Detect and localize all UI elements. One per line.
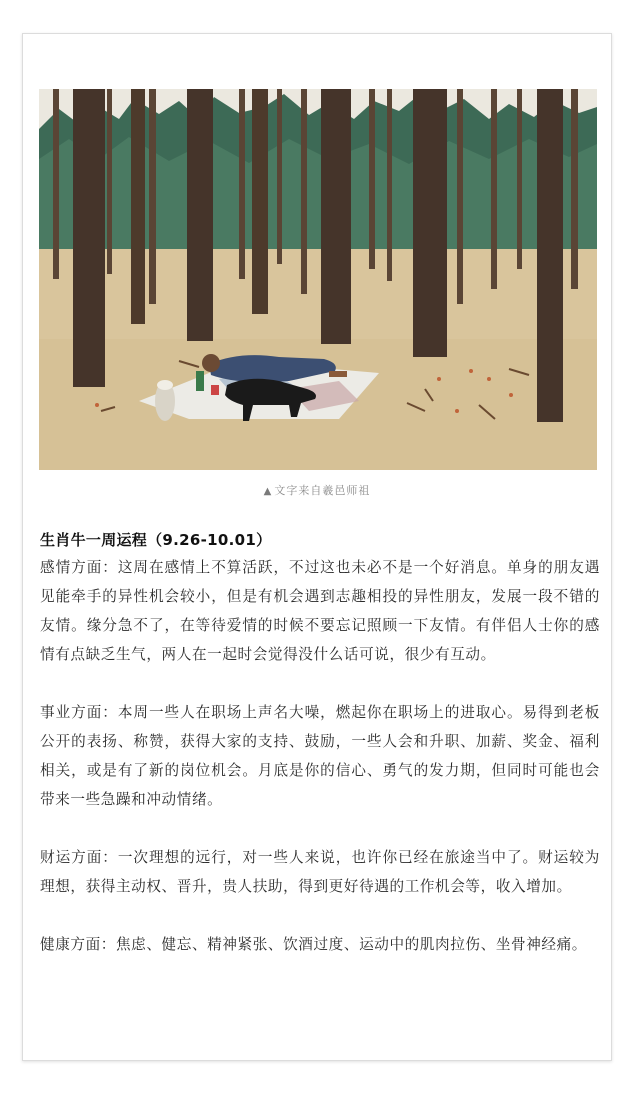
forest-illustration xyxy=(39,89,597,470)
triangle-up-icon: ▲ xyxy=(263,486,273,497)
paragraph-wealth: 财运方面：一次理想的远行，对一些人来说，也许你已经在旅途当中了。财运较为理想，获得主动权、晋升，贵人扶助，得到更好待遇的工作机会等，收入增加。 xyxy=(40,849,600,895)
paragraph-career: 事业方面：本周一些人在职场上声名大噪，燃起你在职场上的进取心。易得到老板公开的表扬、称赞，获得大家的支持、鼓励，一些人会和升职、加薪、奖金、福利相关，或是有了新的岗位机会。月底是你的信心、勇气的发力期，但同时可能也会带来一些急躁和冲动情绪。 xyxy=(40,704,600,808)
paragraph-health: 健康方面：焦虑、健忘、精神紧张、饮酒过度、运动中的肌肉拉伤、坐骨神经痛。 xyxy=(40,936,587,953)
image-caption: ▲ 文字来自羲邑师祖 xyxy=(263,484,371,497)
article-body xyxy=(40,527,600,988)
article-title: 生肖牛一周运程（9.26-10.01） xyxy=(40,531,272,549)
paragraph-love: 感情方面：这周在感情上不算活跃，不过这也未必不是一个好消息。单身的朋友遇见能牵手的异性机会较小，但是有机会遇到志趣相投的异性朋友，发展一段不错的友情。缘分急不了，在等待爱情的时候不要忘记照顾一下友情。有伴侣人士你的感情有点缺乏生气，两人在一起时会觉得没什么话可说，很少有互动。 xyxy=(40,559,600,663)
article-card xyxy=(22,33,612,1061)
